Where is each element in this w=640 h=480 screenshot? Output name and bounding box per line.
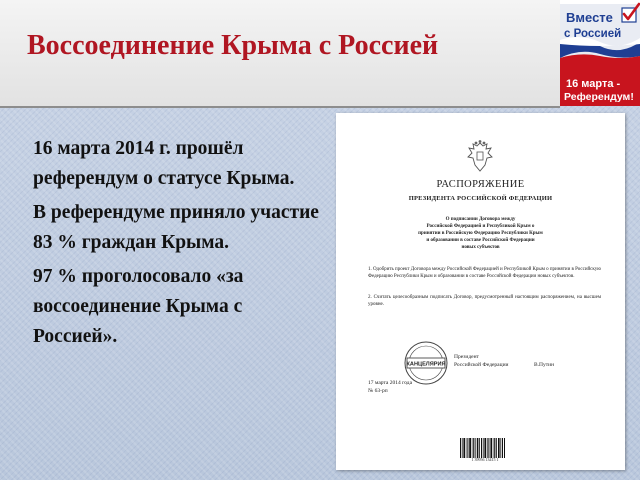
referendum-badge (560, 0, 640, 106)
stamp-text: КАНЦЕЛЯРИЯ (406, 361, 446, 368)
paragraph-referendum: 16 марта 2014 г. прошёл референдум о статусе Крыма. (33, 138, 295, 189)
document-subheading: ПРЕЗИДЕНТА РОССИЙСКОЙ ФЕДЕРАЦИИ (408, 195, 553, 202)
barcode-icon (460, 438, 506, 458)
subject-line: Российской Федерацией и Республикой Крым о (426, 224, 535, 229)
paragraph-result: 97 % проголосовало «за воссоединение Крыма с Россией». (33, 266, 244, 347)
document-date: 17 марта 2014 года (368, 380, 413, 386)
signatory-role-2: Российской Федерации (454, 361, 509, 368)
document-subject (376, 216, 585, 251)
subject-line: и образовании в составе Российской Федерации (426, 238, 535, 243)
subject-line: О подписании Договора между (445, 217, 516, 222)
title-bar (0, 0, 560, 108)
coat-of-arms-icon (465, 140, 495, 174)
badge-line-2: с Россией (564, 28, 622, 40)
slide-title: Воссоединение Крыма с Россией (27, 30, 439, 61)
signatory-role-1: Президент (454, 354, 479, 360)
presidential-order-document (336, 113, 625, 470)
badge-line-4: Референдум! (564, 91, 634, 103)
document-number: № 63-рп (368, 387, 388, 394)
barcode-number: 1 39956 13415 1 (471, 457, 499, 462)
document-item-1: 1. Одобрить проект Договора между Российской Федерацией и Республикой Крым о принятии в Российскую Федерацию Республики Крым и образовании в составе Российской Федерации новых субъектов. (368, 267, 601, 280)
slide-body (33, 134, 323, 356)
document-date-block (368, 380, 468, 395)
badge-line-1: Вместе (566, 10, 613, 25)
document-item-2: 2. Считать целесообразным подписать Договор, предусмотренный настоящим распоряжением, на высшем уровне. (368, 295, 601, 308)
signatory-name: В.Путин (534, 361, 555, 368)
document-heading: РАСПОРЯЖЕНИЕ (436, 179, 525, 190)
paragraph-turnout: В референдуме приняло участие 83 % граждан Крыма. (33, 202, 319, 253)
subject-line: новых субъектов (461, 245, 500, 250)
badge-line-3: 16 марта - (566, 78, 621, 90)
subject-line: принятии в Российскую Федерацию Республики Крым (418, 231, 543, 236)
signatory-block (454, 354, 604, 369)
